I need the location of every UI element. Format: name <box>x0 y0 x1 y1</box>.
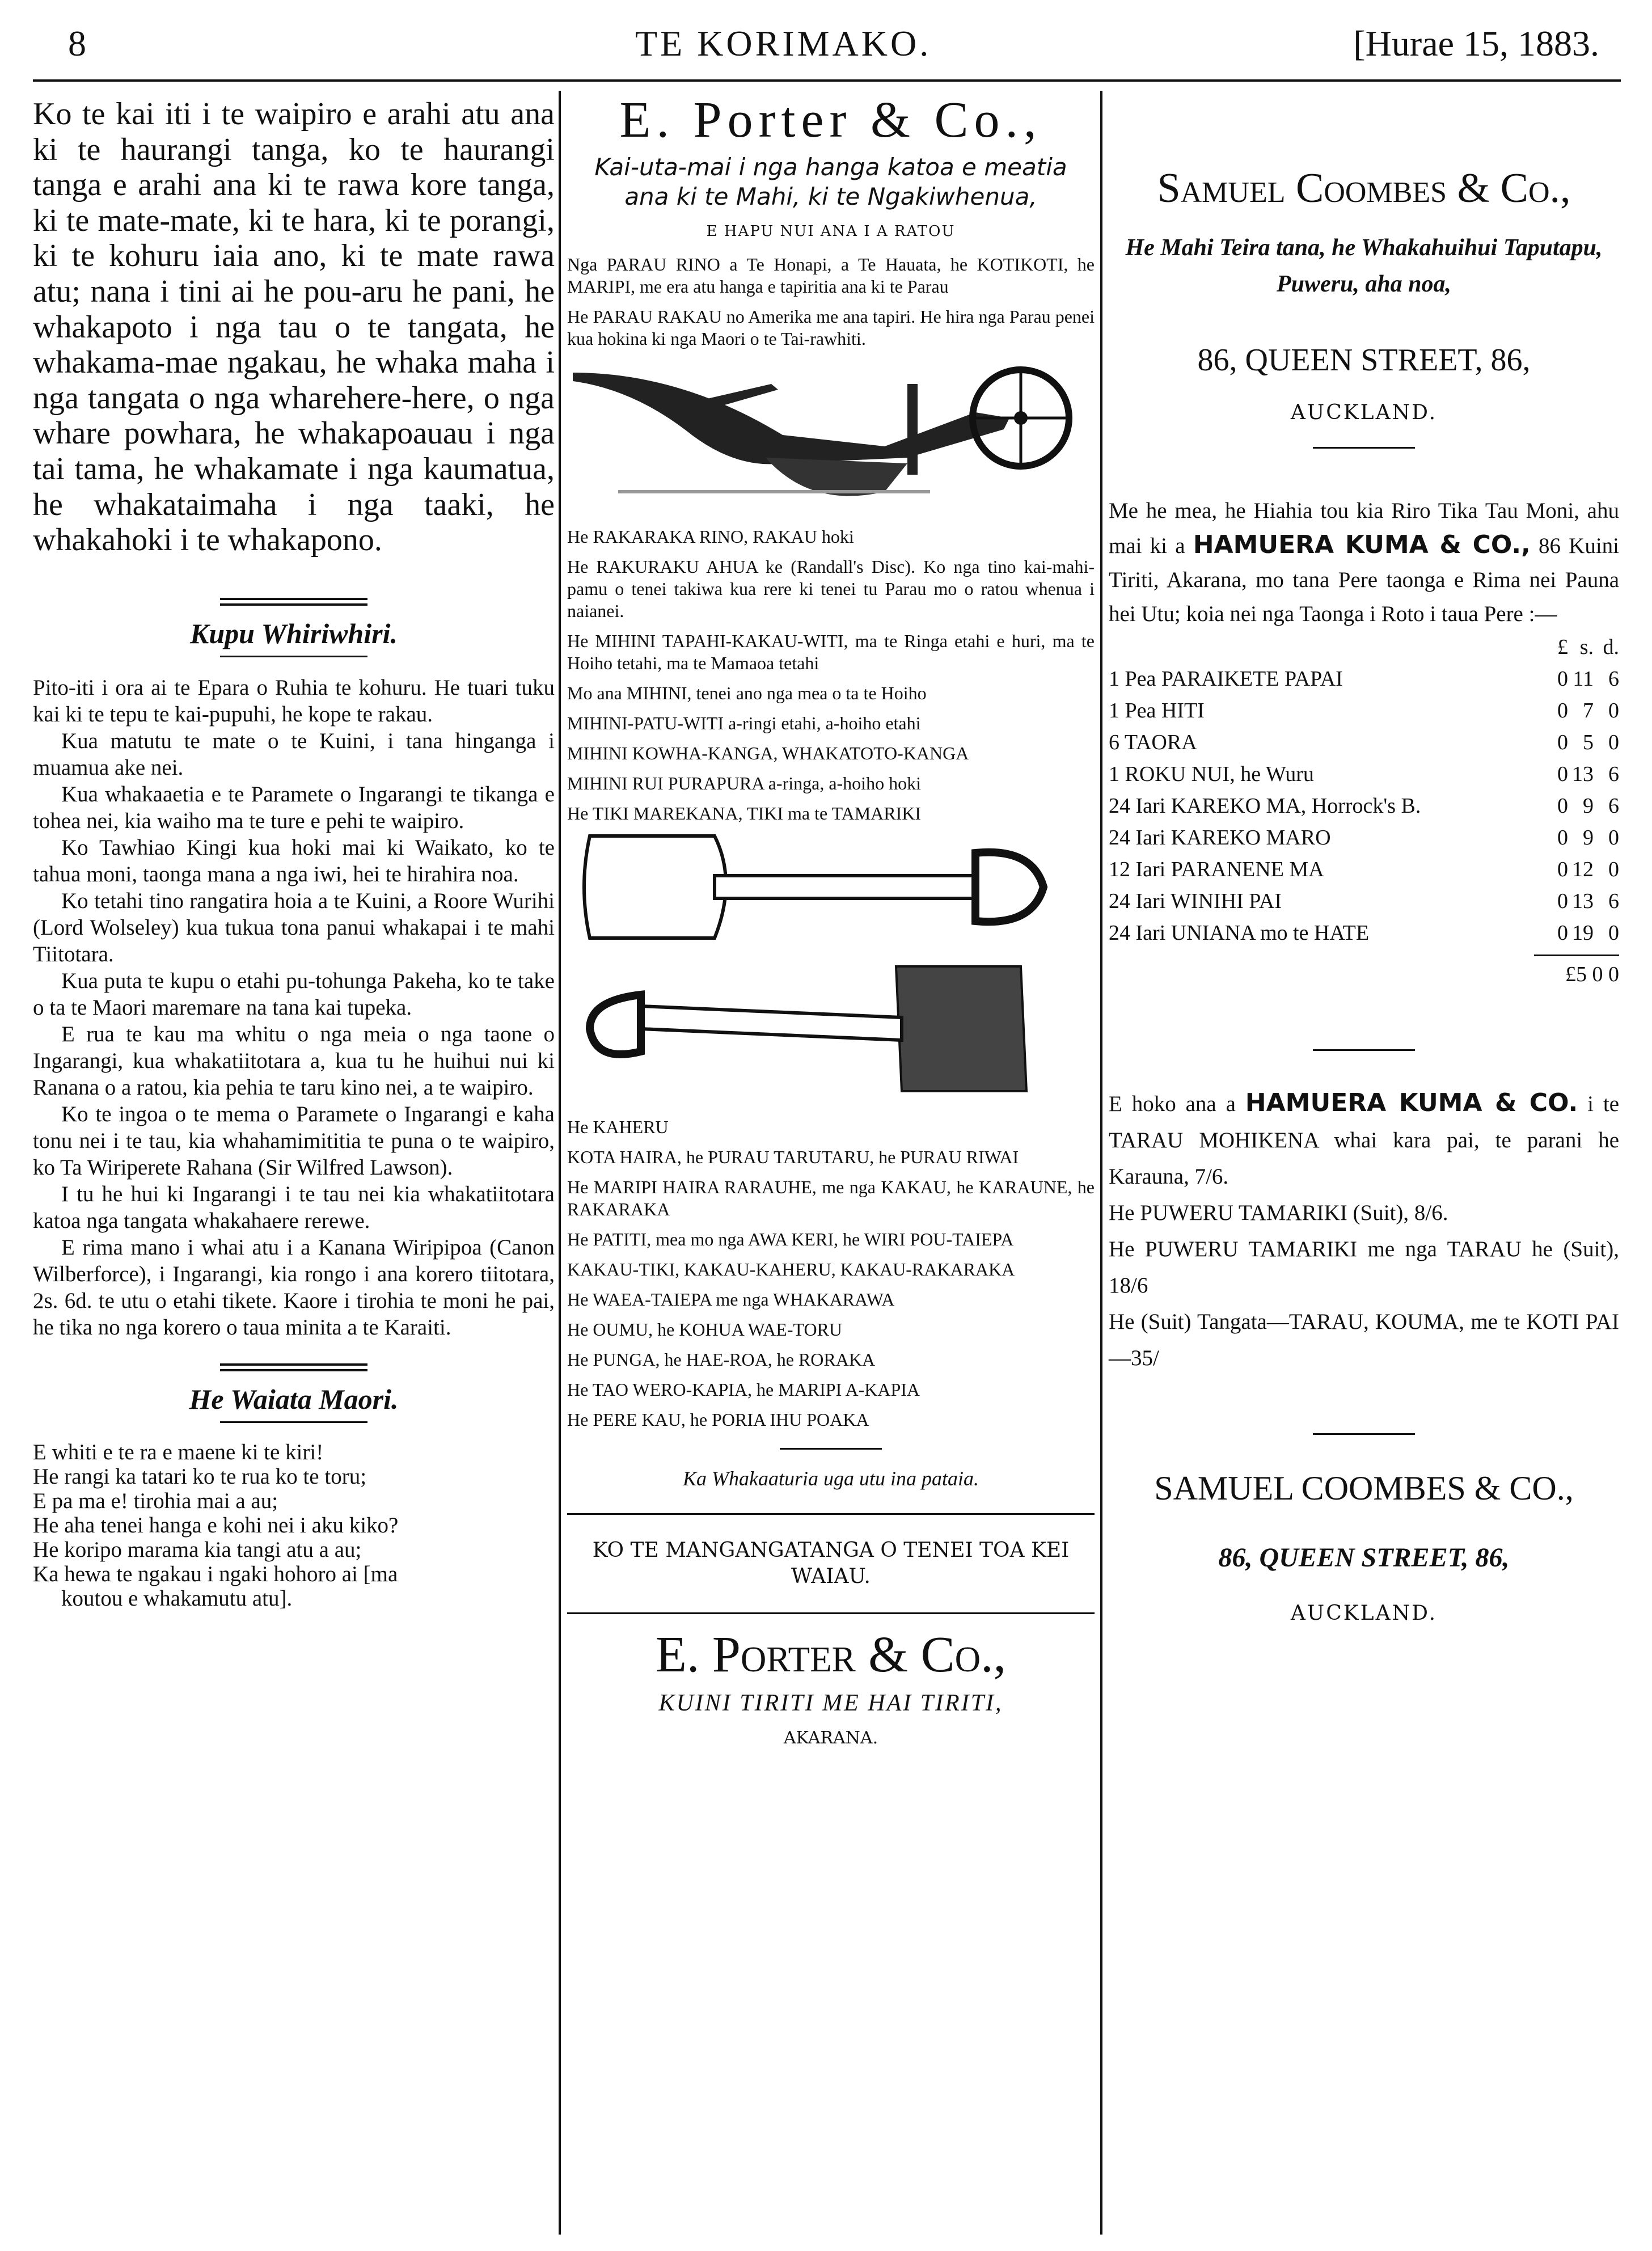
item-label: 12 Iari PARANENE MA <box>1109 858 1324 881</box>
ad-item: He KAHERU <box>567 1117 669 1137</box>
table-row <box>1109 854 1619 885</box>
price-table <box>1109 631 1619 949</box>
item-label: 24 Iari KAREKO MA, Horrock's B. <box>1109 794 1421 818</box>
city: AUCKLAND. <box>1290 401 1438 424</box>
item-pounds: 0 <box>1557 858 1568 881</box>
sale-text <box>1109 1085 1619 1195</box>
divider <box>1313 1433 1415 1435</box>
poem-line: koutou e whakamutu atu]. <box>61 1586 293 1611</box>
item-shillings: 12 <box>1572 858 1594 881</box>
item-pence: 6 <box>1608 889 1619 913</box>
poem-line: He koripo marama kia tangi atu a au; <box>33 1537 362 1562</box>
item-pounds: 0 <box>1557 762 1568 786</box>
section-title-waiata: He Waiata Maori. <box>189 1383 399 1415</box>
ad-item: He PATITI, mea mo nga AWA KERI, he WIRI POU-TAIEPA <box>567 1229 1014 1249</box>
item-label: 1 Pea PARAIKETE PAPAI <box>1109 667 1343 691</box>
divider <box>567 1612 1095 1614</box>
item-pounds: 0 <box>1557 826 1568 850</box>
poem-line: E pa ma e! tirohia mai a au; <box>33 1488 278 1513</box>
item-pounds: 0 <box>1557 667 1568 691</box>
item-pounds: 0 <box>1557 794 1568 818</box>
city-footer: AUCKLAND. <box>1290 1602 1438 1625</box>
item-pence: 6 <box>1608 794 1619 818</box>
item-shillings: 13 <box>1572 889 1594 913</box>
news-paragraph: E rua te kau ma whitu o nga meia o nga taone o Ingarangi, kua whakatiitotara a, kua tu he huihui nui ki Ranana o a ratou, kia pehia te taru kino nei, a te waipiro. <box>33 1021 555 1100</box>
item-shillings: 13 <box>1572 762 1594 786</box>
table-row <box>1109 727 1619 758</box>
divider <box>780 1448 882 1450</box>
price-note: Ka Whakaaturia uga utu ina pataia. <box>683 1467 979 1490</box>
column-news <box>33 96 555 1611</box>
sale-intro: E hoko ana a <box>1109 1092 1236 1116</box>
item-pence: 0 <box>1608 699 1619 723</box>
firm-name: E. Porter & Co., <box>619 92 1042 148</box>
newspaper-title: TE KORIMAKO. <box>635 23 932 64</box>
item-shillings: 9 <box>1583 826 1594 850</box>
news-paragraph: Pito-iti i ora ai te Epara o Ruhia te kohuru. He tuari tuku kai ki te tepu te kai-pupuhi, he kope te rakau. <box>33 675 555 727</box>
ad-item: Nga PARAU RINO a Te Honapi, a Te Hauata, he KOTIKOTI, he MARIPI, me era atu hanga e tapiritia ana ki te Parau <box>567 254 1095 297</box>
address: KUINI TIRITI ME HAI TIRITI, <box>658 1690 1003 1716</box>
item-pounds: 0 <box>1557 730 1568 754</box>
ad-item: He WAEA-TAIEPA me nga WHAKARAWA <box>567 1289 895 1310</box>
item-label: 6 TAORA <box>1109 730 1197 754</box>
offer-intro: Me he mea, he Hiahia tou kia Riro Tika Tau Moni, ahu mai ki a <box>1109 499 1619 558</box>
item-label: 24 Iari UNIANA mo te HATE <box>1109 921 1370 945</box>
ad-item: He RAKARAKA RINO, RAKAU hoki <box>567 526 854 547</box>
item-pounds: 0 <box>1557 921 1568 945</box>
issue-date: [Hurae 15, 1883. <box>1353 23 1599 64</box>
news-paragraph: I tu he hui ki Ingarangi i te tau nei kia whakatiitotara katoa nga tangata whakahaere rerewe. <box>33 1181 555 1233</box>
item-pounds: 0 <box>1557 889 1568 913</box>
spade-illustration <box>567 825 1095 1108</box>
currency-header <box>1109 631 1619 663</box>
news-paragraph: Kua whakaaetia e te Paramete o Ingarangi te tikanga e tohea nei, kia waiho ma te ture e pehi te waipiro. <box>33 782 555 833</box>
offer-details: 86 Kuini Tiriti, Akarana, mo tana Pere taonga e Rima nei Pauna hei Utu; koia nei nga Taonga i Roto i taua Pere :— <box>1109 534 1619 626</box>
poem-line: He aha tenei hanga e kohi nei i aku kiko? <box>33 1513 399 1538</box>
title-underline <box>220 1421 367 1423</box>
ad-item: KOTA HAIRA, he PURAU TARUTARU, he PURAU RIWAI <box>567 1147 1019 1167</box>
table-row <box>1109 790 1619 822</box>
item-pence: 6 <box>1608 762 1619 786</box>
table-row <box>1109 758 1619 790</box>
offer-text <box>1109 494 1619 631</box>
town: AKARANA. <box>783 1728 878 1748</box>
table-row <box>1109 885 1619 917</box>
item-label: 1 Pea HITI <box>1109 699 1205 723</box>
page-number: 8 <box>68 23 86 64</box>
firm-tagline: He Mahi Teira tana, he Whakahuihui Taputapu, Puweru, aha noa, <box>1125 235 1603 297</box>
plough-illustration <box>567 350 1095 520</box>
temperance-intro: Ko te kai iti i te waipiro e arahi atu ana ki te haurangi tanga, ko te haurangi tanga e arahi ana ki te rawa kore tanga, ki te mate-mate, ki te hara, ki te porangi, ki te kohuru iaia ano, ki te mate rawa atu; nana i tini ai he pou-aru he pani, he whakapoto i nga tau o te tangata, he whakama-mae ngakau, he whaka maha i nga tangata o nga wharehere-here, o nga whare powhara, he whakapoauau i nga tai tama, he whakamate i nga kaumatua, he whakataimaha i nga taaki, he whakahoki i te whakapono. <box>33 96 555 558</box>
divider <box>567 1513 1095 1515</box>
ad-item: MIHINI KOWHA-KANGA, WHAKATOTO-KANGA <box>567 743 969 763</box>
ad-item: MIHINI RUI PURAPURA a-ringa, a-hoiho hoki <box>567 773 921 793</box>
sale-line: He PUWERU TAMARIKI (Suit), 8/6. <box>1109 1201 1448 1225</box>
news-paragraph: Ko Tawhiao Kingi kua hoki mai ki Waikato, ko te tahua moni, taonga mana a nga iwi, hei te hirahira noa. <box>33 835 555 886</box>
section-divider <box>220 598 367 606</box>
item-label: 24 Iari KAREKO MARO <box>1109 826 1331 850</box>
sale-line: He PUWERU TAMARIKI me nga TARAU he (Suit), 18/6 <box>1109 1237 1619 1298</box>
ad-item: Mo ana MIHINI, tenei ano nga mea o ta te Hoiho <box>567 683 927 703</box>
column-divider-1 <box>559 91 561 2235</box>
ad-item: He PERE KAU, he PORIA IHU POAKA <box>567 1409 869 1430</box>
street-address-footer: 86, QUEEN STREET, 86, <box>1218 1543 1510 1573</box>
item-pence: 0 <box>1608 730 1619 754</box>
poem-line: Ka hewa te ngakau i ngaki hohoro ai [ma <box>33 1561 398 1586</box>
firm-tagline: Kai-uta-mai i nga hanga katoa e meatia ana ki te Mahi, ki te Ngakiwhenua, <box>594 153 1067 210</box>
ad-item: He PARAU RAKAU no Amerika me ana tapiri. He hira nga Parau penei kua hokina ki nga Maori o te Tai-rawhiti. <box>567 306 1095 349</box>
ad-item: He MIHINI TAPAHI-KAKAU-WITI, ma te Ringa etahi e huri, ma te Hoiho tetahi, ma te Mamaoa tetahi <box>567 631 1095 673</box>
item-pence: 0 <box>1608 858 1619 881</box>
item-shillings: 5 <box>1583 730 1594 754</box>
street-address: 86, QUEEN STREET, 86, <box>1197 343 1531 378</box>
item-pounds: 0 <box>1557 699 1568 723</box>
section-divider <box>220 1363 367 1371</box>
ad-item: He RAKURAKU AHUA ke (Randall's Disc). Ko nga tino kai-mahi-pamu o tenei takiwa kua rere ki tenei tu Parau mo o ratou whenua i naianei. <box>567 556 1095 621</box>
pence-header: d. <box>1603 635 1619 659</box>
table-row <box>1109 822 1619 854</box>
pounds-header: £ <box>1557 635 1568 659</box>
section-title-kupu: Kupu Whiriwhiri. <box>190 617 398 649</box>
sale-line: He (Suit) Tangata—TARAU, KOUMA, me te KOTI PAI—35/ <box>1109 1310 1619 1370</box>
news-paragraph: Kua puta te kupu o etahi pu-tohunga Pakeha, ko te take o ta te Maori maremare na tana kai tupeka. <box>33 968 555 1020</box>
item-pence: 6 <box>1608 667 1619 691</box>
divider <box>1313 1049 1415 1051</box>
ad-item: He OUMU, he KOHUA WAE-TORU <box>567 1319 842 1340</box>
page-header <box>68 23 1599 74</box>
item-pence: 0 <box>1608 826 1619 850</box>
ad-item: MIHINI-PATU-WITI a-ringi etahi, a-hoiho etahi <box>567 713 921 733</box>
ad-item: He PUNGA, he HAE-ROA, he RORAKA <box>567 1349 876 1370</box>
table-row <box>1109 663 1619 695</box>
header-rule <box>33 79 1621 82</box>
news-paragraph: Ko te ingoa o te mema o Paramete o Ingarangi e kaha tonu nei i te tau, kia whahamimititia te puna o te waipiro, ko Ta Wiriperete Rahana (Sir Wilfred Lawson). <box>33 1101 555 1180</box>
ad-item: He TAO WERO-KAPIA, he MARIPI A-KAPIA <box>567 1379 920 1400</box>
column-porter-advert <box>567 92 1095 1748</box>
company-name: HAMUERA KUMA & CO., <box>1193 530 1531 559</box>
firm-name-footer: SAMUEL COOMBES & CO., <box>1154 1469 1574 1507</box>
firm-name-footer: E. Porter & Co., <box>655 1627 1007 1683</box>
ad-item: He TIKI MAREKANA, TIKI ma te TAMARIKI <box>567 803 922 823</box>
ad-item: He MARIPI HAIRA RARAUHE, me nga KAKAU, he KARAUNE, he RAKARAKA <box>567 1177 1095 1219</box>
sale-details: i te TARAU MOHIKENA whai kara pai, te parani he Karauna, 7/6. <box>1109 1092 1620 1189</box>
divider <box>1313 447 1415 449</box>
subheading: E HAPU NUI ANA I A RATOU <box>706 223 956 240</box>
item-shillings: 7 <box>1583 699 1594 723</box>
title-underline <box>220 656 367 657</box>
news-paragraph: Kua matutu te mate o te Kuini, i tana hinganga i muamua ake nei. <box>33 728 555 780</box>
item-shillings: 11 <box>1573 667 1594 691</box>
item-shillings: 9 <box>1583 794 1594 818</box>
item-shillings: 19 <box>1572 921 1594 945</box>
firm-name: Samuel Coombes & Co., <box>1157 165 1571 212</box>
item-label: 1 ROKU NUI, he Wuru <box>1109 762 1314 786</box>
store-location: KO TE MANGANGATANGA O TENEI TOA KEI WAIAU. <box>592 1539 1070 1588</box>
news-paragraph: Ko tetahi tino rangatira hoia a te Kuini, a Roore Wurihi (Lord Wolseley) kua tukua tona panui whakapai i te mahi Tiitotara. <box>33 888 555 966</box>
poem-line: E whiti e te ra e maene ki te kiri! <box>33 1439 324 1464</box>
company-name: HAMUERA KUMA & CO. <box>1245 1088 1578 1117</box>
item-pence: 0 <box>1608 921 1619 945</box>
news-paragraph: E rima mano i whai atu i a Kanana Wiripipoa (Canon Wilberforce), i Ingarangi, kia rongo i ana korero tiitotara, 2s. 6d. te utu o etahi tikete. Kaore i tirohia te moni he pai, he tika no nga korero o taua minita a te Karaiti. <box>33 1235 555 1340</box>
table-row <box>1109 917 1619 949</box>
poem-line: He rangi ka tatari ko te rua ko te toru; <box>33 1464 367 1489</box>
ad-item: KAKAU-TIKI, KAKAU-KAHERU, KAKAU-RAKARAKA <box>567 1259 1015 1279</box>
shillings-header: s. <box>1579 635 1594 659</box>
table-row <box>1109 695 1619 727</box>
column-divider-2 <box>1100 91 1102 2235</box>
total-rule <box>1534 955 1619 956</box>
total: £5 0 0 <box>1565 962 1619 986</box>
column-coombes-advert <box>1109 96 1619 1653</box>
item-label: 24 Iari WINIHI PAI <box>1109 889 1282 913</box>
